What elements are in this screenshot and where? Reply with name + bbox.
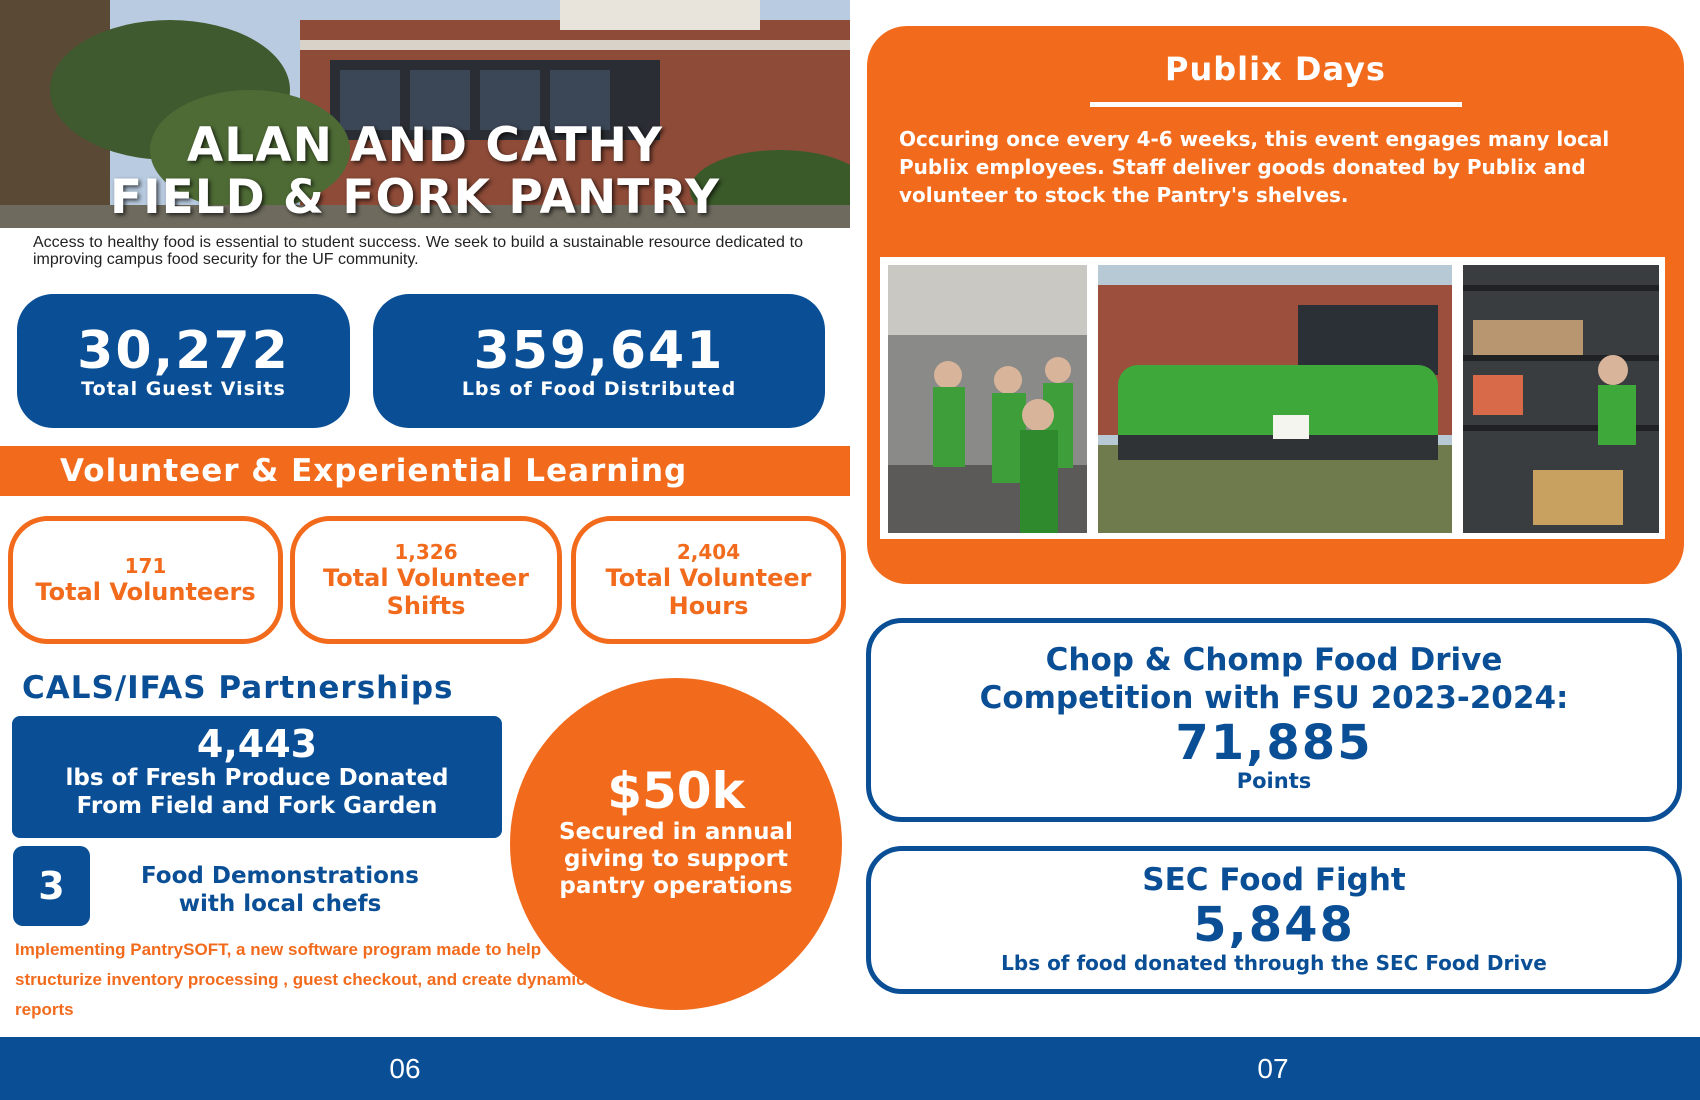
food-distributed-value: 359,641 <box>473 321 725 381</box>
chop-title-line1: Chop & Chomp Food Drive <box>1045 642 1503 678</box>
giving-value: $50k <box>607 762 745 820</box>
demo-label: Food Demonstrations with local chefs <box>141 863 419 917</box>
sec-food-fight-box <box>866 846 1682 994</box>
sec-label: Lbs of food donated through the SEC Food Drive <box>1001 951 1547 975</box>
food-distributed-stat <box>373 294 825 428</box>
footer-bar <box>0 1037 1700 1100</box>
volunteer-hours-box <box>571 516 846 644</box>
guest-visits-label: Total Guest Visits <box>81 378 286 400</box>
partnerships-heading: CALS/IFAS Partnerships <box>22 670 454 706</box>
produce-label: lbs of Fresh Produce Donated From Field and Fork Garden <box>65 765 449 819</box>
page-number-left: 06 <box>389 1053 421 1084</box>
volunteer-banner <box>0 446 850 496</box>
demo-count-box <box>13 846 90 926</box>
chop-title-line2: Competition with FSU 2023-2024: <box>979 680 1569 716</box>
volunteer-shifts-label: Total Volunteer Shifts <box>323 564 529 620</box>
guest-visits-stat <box>17 294 350 428</box>
pantrysoft-text: Implementing PantrySOFT, a new software program made to help structurize inventory processing , guest checkout, and create dynamic reports <box>15 940 586 1019</box>
intro-text: Access to healthy food is essential to student success. We seek to build a sustainable resource dedicated to improving campus food security for the UF community. <box>33 234 803 268</box>
publix-title: Publix Days <box>1165 50 1386 88</box>
demo-count-value: 3 <box>38 864 65 908</box>
publix-title-underline <box>1090 102 1462 107</box>
page-number-right: 07 <box>1257 1053 1289 1084</box>
volunteers-box <box>8 516 283 644</box>
chop-value: 71,885 <box>1175 715 1373 771</box>
volunteer-shifts-value: 1,326 <box>394 540 458 564</box>
publix-photo-shelves <box>1460 262 1662 536</box>
volunteers-value: 171 <box>124 554 167 578</box>
publix-photo-interior <box>885 262 1090 536</box>
food-distributed-label: Lbs of Food Distributed <box>461 378 737 400</box>
volunteer-shifts-box <box>290 516 562 644</box>
publix-text: Occuring once every 4-6 weeks, this event engages many local Publix employees. Staff deliver goods donated by Publix and volunteer to stock the Pantry's shelves. <box>899 127 1610 207</box>
chop-chomp-box <box>866 618 1682 822</box>
sec-title: SEC Food Fight <box>1142 862 1406 898</box>
volunteer-heading: Volunteer & Experiential Learning <box>60 453 688 489</box>
produce-value: 4,443 <box>196 722 318 766</box>
publix-photo-group <box>1095 262 1455 536</box>
hero-title-line1: ALAN AND CATHY <box>186 118 664 173</box>
produce-box <box>12 716 502 838</box>
sec-value: 5,848 <box>1193 897 1355 953</box>
chop-label: Points <box>1236 769 1312 793</box>
guest-visits-value: 30,272 <box>77 321 290 381</box>
hero-title-line2: FIELD & FORK PANTRY <box>110 170 720 225</box>
volunteers-label: Total Volunteers <box>35 578 256 606</box>
hero-photo <box>0 0 850 228</box>
giving-label: Secured in annual giving to support pantry operations <box>559 819 793 899</box>
volunteer-hours-value: 2,404 <box>676 540 741 564</box>
volunteer-hours-label: Total Volunteer Hours <box>605 564 812 620</box>
